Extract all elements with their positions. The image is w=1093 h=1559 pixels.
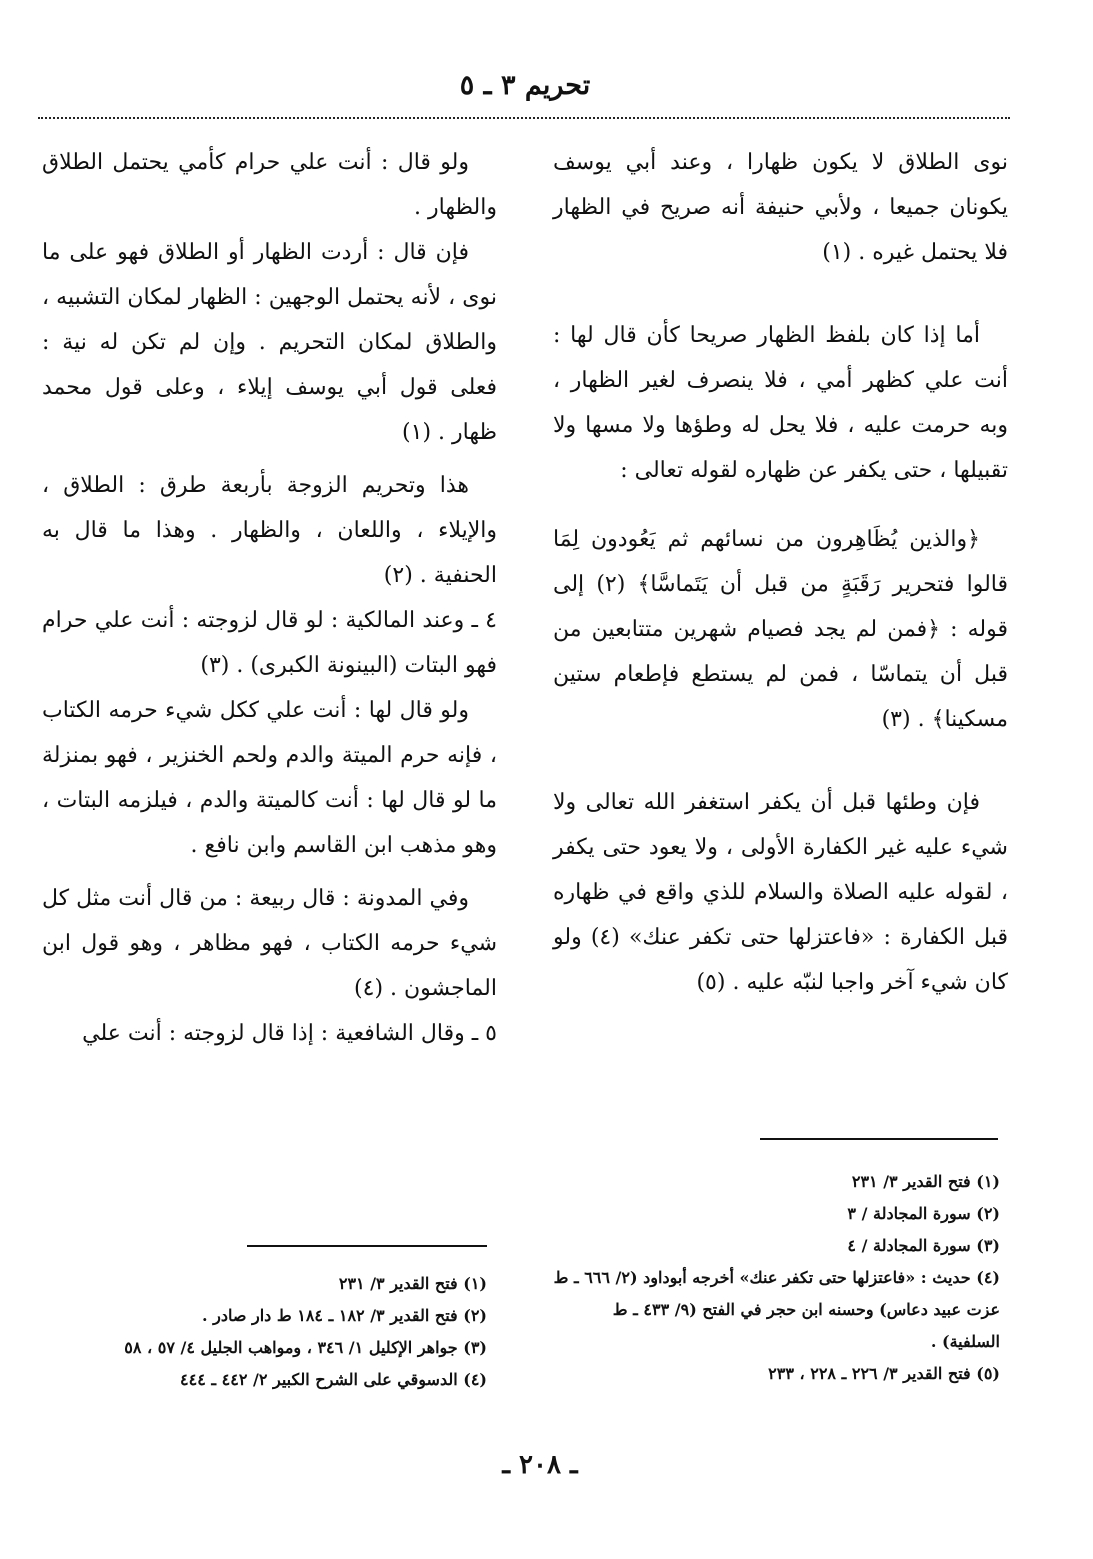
footnote: (٥) فتح القدير ٣/ ٢٢٦ ـ ٢٢٨ ، ٢٣٣ <box>768 1364 1000 1383</box>
page-header-title: تحريم ٣ ـ ٥ <box>459 70 591 101</box>
footnote: (٤) حديث : «فاعتزلها حتى تكفر عنك» أخرجه أبوداود (٢/ ٦٦٦ ـ ط عزت عبيد دعاس) وحسنه ابن حجر في الفتح (٩/ ٤٣٣ ـ ط السلفية) . <box>553 1268 1000 1351</box>
footnote: (١) فتح القدير ٣/ ٢٣١ <box>338 1274 487 1293</box>
paragraph: أما إذا كان بلفظ الظهار صريحا كأن قال لها : أنت علي كظهر أمي ، فلا ينصرف لغير الظهار ، وبه حرمت عليه ، فلا يحل له وطؤها ولا مسها ولا تقبيلها ، حتى يكفر عن ظهاره لقوله تعالى : <box>553 323 1008 483</box>
footnote: (٣) سورة المجادلة / ٤ <box>847 1236 1000 1255</box>
right-column <box>553 140 1008 1005</box>
paragraph: وفي المدونة : قال ربيعة : من قال أنت مثل كل شيء حرمه الكتاب ، فهو مظاهر ، وهو قول ابن الماجشون . (٤) <box>42 886 497 1001</box>
footnotes-left <box>42 1268 487 1396</box>
header-divider <box>38 117 1010 119</box>
footnote: (٢) سورة المجادلة / ٣ <box>847 1204 1000 1223</box>
paragraph: فإن وطئها قبل أن يكفر استغفر الله تعالى ولا شيء عليه غير الكفارة الأولى ، ولا يعود حتى يكفر ، لقوله عليه الصلاة والسلام للذي واقع في ظهاره قبل الكفارة : «فاعتزلها حتى تكفر عنك» (٤) ولو كان شيء آخر واجبا لنبّه عليه . (٥) <box>553 790 1008 995</box>
paragraph: ولو قال : أنت علي حرام كأمي يحتمل الطلاق والظهار . <box>42 150 497 220</box>
footnotes-right <box>553 1166 1000 1390</box>
paragraph: ولو قال لها : أنت علي ككل شيء حرمه الكتاب ، فإنه حرم الميتة والدم ولحم الخنزير ، فهو بمنزلة ما لو قال لها : أنت كالميتة والدم ، فيلزمه البتات ، وهو مذهب ابن القاسم وابن نافع . <box>42 698 498 858</box>
numbered-paragraph: ٥ ـ وقال الشافعية : إذا قال لزوجته : أنت علي <box>82 1021 497 1046</box>
footnote: (٤) الدسوقي على الشرح الكبير ٢/ ٤٤٢ ـ ٤٤٤ <box>180 1370 487 1389</box>
left-column <box>42 140 497 1056</box>
footnote-divider <box>247 1245 487 1247</box>
paragraph: هذا وتحريم الزوجة بأربعة طرق : الطلاق ، والإيلاء ، واللعان ، والظهار . وهذا ما قال به الحنفية . (٢) <box>42 473 497 588</box>
paragraph: نوى الطلاق لا يكون ظهارا ، وعند أبي يوسف يكونان جميعا ، ولأبي حنيفة أنه صريح في الظهار فلا يحتمل غيره . (١) <box>553 150 1008 265</box>
footnote-divider <box>760 1138 998 1140</box>
footnote: (٣) جواهر الإكليل ١/ ٣٤٦ ، ومواهب الجليل ٤/ ٥٧ ، ٥٨ <box>124 1338 487 1357</box>
quran-quote-paragraph: ﴿والذين يُظَاهِرون من نسائهم ثم يَعُودون لِمَا قالوا فتحرير رَقَبَةٍ من قبل أن يَتَماسَّا﴾ (٢) إلى قوله : ﴿فمن لم يجد فصيام شهرين متتابعين من قبل أن يتماسّا ، فمن لم يستطع فإطعام ستين مسكينا﴾ . (٣) <box>553 527 1009 732</box>
footnote: (٢) فتح القدير ٣/ ١٨٢ ـ ١٨٤ ط دار صادر . <box>201 1306 487 1325</box>
numbered-paragraph: ٤ ـ وعند المالكية : لو قال لزوجته : أنت علي حرام فهو البتات (البينونة الكبرى) . (٣) <box>42 608 497 678</box>
page-number: ـ ٢٠٨ ـ <box>502 1450 578 1480</box>
paragraph: فإن قال : أردت الظهار أو الطلاق فهو على ما نوى ، لأنه يحتمل الوجهين : الظهار لمكان التشبيه ، والطلاق لمكان التحريم . وإن لم تكن له نية : فعلى قول أبي يوسف إيلاء ، وعلى قول محمد ظهار . (١) <box>42 240 497 445</box>
footnote: (١) فتح القدير ٣/ ٢٣١ <box>851 1172 1000 1191</box>
